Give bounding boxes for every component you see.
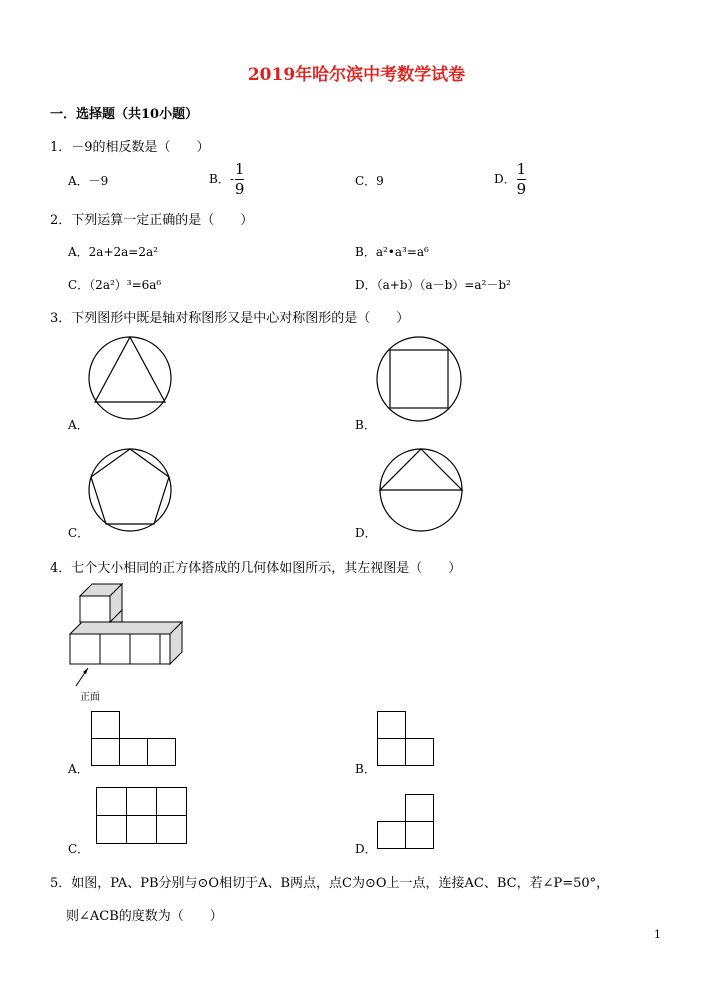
q2-option-a[interactable]: A．2a+2a=2a²: [68, 245, 158, 259]
q4-option-c[interactable]: C．: [68, 842, 90, 856]
q4-option-d[interactable]: D．: [355, 842, 377, 856]
q1-option-b[interactable]: [209, 162, 244, 197]
q4-option-b[interactable]: B．: [355, 762, 376, 776]
page-number: 1: [654, 928, 661, 941]
q4-stem: 4．七个大小相同的正方体搭成的几何体如图所示，其左视图是（ ）: [50, 561, 462, 576]
q3-figure-b: [376, 336, 462, 422]
q2-option-b[interactable]: B．a²•a³=a⁶: [355, 245, 429, 259]
q4-figure-b: [377, 711, 435, 767]
q4-figure-c: [96, 787, 187, 845]
q4-figure-a: [91, 711, 177, 767]
section-heading: 一．选择题（共10小题）: [50, 107, 199, 122]
q1-option-b-fraction: [235, 162, 245, 197]
q2-option-d[interactable]: D．（a+b）（a－b）=a²－b²: [355, 278, 511, 292]
q1-option-a[interactable]: A．－9: [68, 174, 109, 188]
q2-option-c[interactable]: C．（2a²）³=6a⁶: [68, 278, 162, 292]
q1-option-b-label: B．-: [209, 172, 234, 186]
q1-option-d-fraction: [517, 162, 527, 197]
q4-front-label: 正面: [80, 692, 100, 703]
q1-option-b-numerator: 1: [234, 160, 245, 178]
q3-figure-a: [88, 336, 172, 420]
q1-stem: 1．－9的相反数是（ ）: [50, 140, 210, 155]
q1-option-c[interactable]: C．9: [355, 174, 384, 188]
q3-stem: 3．下列图形中既是轴对称图形又是中心对称图形的是（ ）: [50, 311, 410, 326]
q4-option-a[interactable]: A．: [68, 762, 89, 776]
page-title: 2019年哈尔滨中考数学试卷: [247, 65, 466, 85]
q3-option-c[interactable]: C．: [68, 526, 90, 540]
q1-option-d-label: D．: [494, 172, 516, 186]
q3-figure-d: [379, 448, 463, 532]
q1-option-d-denominator: 9: [516, 180, 527, 198]
q3-option-d[interactable]: D．: [355, 526, 377, 540]
q2-stem: 2．下列运算一定正确的是（ ）: [50, 213, 254, 228]
q1-option-d-numerator: 1: [516, 160, 527, 178]
q1-option-d[interactable]: [494, 162, 526, 197]
q3-figure-c: [88, 448, 172, 532]
q5-line-2: 则∠ACB的度数为（ ）: [66, 909, 223, 924]
q4-figure-d: [377, 794, 435, 850]
q3-option-b[interactable]: B．: [355, 418, 376, 432]
q3-option-a[interactable]: A．: [68, 418, 89, 432]
q1-option-b-denominator: 9: [234, 180, 245, 198]
q5-line-1: 5．如图，PA、PB分别与⊙O相切于A、B两点，点C为⊙O上一点，连接AC、BC，若∠P=50°，: [50, 876, 610, 891]
q4-solid-figure: [66, 586, 186, 696]
